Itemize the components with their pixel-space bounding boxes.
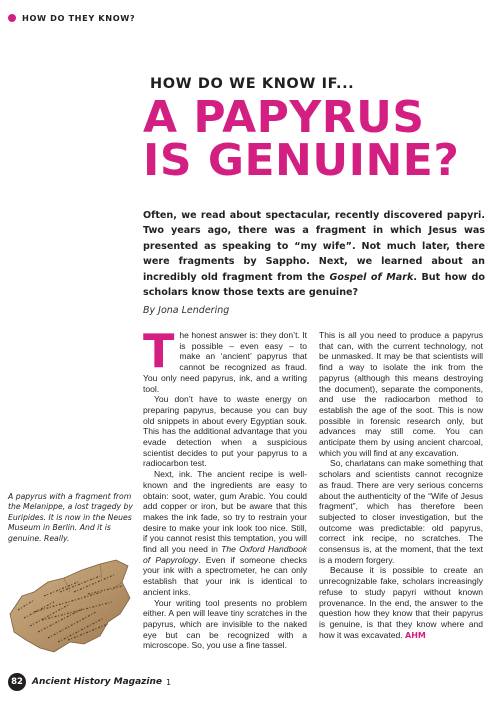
body-paragraph-3: [143, 469, 307, 597]
body-paragraph-3-end: . Even if someone checks your ink with a spectrometer, he can only establish that your ink is identical to ancient inks.: [143, 554, 307, 597]
intro-text-end: . But how do scholars know those texts are genuine?: [143, 271, 486, 299]
body-paragraph-1-text: he honest answer is: they don’t. It is possible – even easy – to make an ‘ancient’ papyrus that cannot be recognized as fraud. You only need papyrus, ink, and a writing tool.: [143, 330, 307, 394]
body-paragraph-4: Your writing tool presents no problem either. A pen will leave tiny scratches in the papyrus, which are invisible to the naked eye but can be recognized with a microscope. So, you use a fine tassel.: [143, 597, 307, 651]
body-paragraph-2: You don’t have to waste energy on preparing papyrus, because you can buy old snippets in about every Egyptian souk. This has the additional advantage that you evade detection when a suspicious scientist decides to put your papyrus to a radiocarbon test.: [143, 394, 307, 469]
body-paragraph-7: [319, 565, 483, 641]
body-paragraph-7-text: Because it is possible to create an unrecognizable fake, scholars increasingly refuse to study papyri without known provenance. In the end, the answer to the question how they know that their papyrus is genuine, is that they know where and how it was excavated.: [319, 565, 483, 640]
caption-text: A papyrus with a fragment from the Melanippe, a lost tragedy by: [8, 492, 133, 512]
intro-text: Often, we read about spectacular, recently discovered papyri. Two years ago, there was a fragment in which Jesus was presented as speaking to “my wife”. Not much later, there were fragments by Sappho. Next, we learned about an incredibly old fragment from the: [143, 210, 485, 283]
section-tag: [8, 11, 135, 25]
end-sign-off: AHM: [405, 630, 426, 640]
body-paragraph-6: So, charlatans can make something that scholars and scientists cannot recognize as fraud. There are very serious concerns about the authenticity of the “Wife of Jesus fragment”, which has therefore been subjected to closer investigation, but the outcome was predictable: old papyrus, correct ink recipe, no scratches. The consensus is, at the moment, that the text is a modern forgery.: [319, 458, 483, 565]
section-label: HOW DO THEY KNOW?: [22, 13, 136, 23]
image-caption: [8, 492, 136, 544]
headline-title: [143, 92, 493, 186]
caption-text-end: . It is now in the Neues Museum in Berlin. And it is genuine. Really.: [8, 512, 132, 543]
page-footer: [8, 672, 171, 692]
headline-kicker: HOW DO WE KNOW IF...: [150, 76, 355, 92]
body-column-right: [319, 330, 483, 668]
body-column-left: [143, 330, 307, 668]
page-number: 82: [8, 673, 26, 691]
body-paragraph-3-text: Next, ink. The ancient recipe is well-known and the ingredients are easy to obtain: soot, water, gum Arabic. You could add copper or iron, but be aware that this makes the ink fade, so try to restrain your desire to make your ink look too nice. Still, if you cannot resist this temptation, you will find all you need in: [143, 469, 307, 555]
intro-gospel-title: Gospel of Mark: [329, 271, 414, 283]
bullet-dot-icon: [8, 14, 16, 22]
body-paragraph-5: This is all you need to produce a papyrus that can, with the current technology, not be unmasked. It may be that scientists will find a way to isolate the ink from the papyrus (although this means destroying the document), separate the components, and use the radiocarbon method to establish the age of the soot. This is now possible in forensic research only, but advances may still come. You can anticipate them by using ancient charcoal, which you will find at any excavation.: [319, 330, 483, 458]
intro-paragraph: [143, 208, 485, 300]
papyrus-fragment-image: [4, 552, 142, 662]
magazine-name: Ancient History Magazine: [32, 677, 163, 687]
byline: By Jona Lendering: [143, 305, 230, 316]
drop-cap: T: [143, 330, 175, 378]
issue-number: 1: [166, 677, 172, 687]
caption-author: Euripides: [8, 512, 44, 522]
body-paragraph-1: [143, 330, 307, 394]
headline-title-line1: A PAPYRUS: [143, 92, 425, 143]
headline-title-line2: IS GENUINE?: [143, 135, 460, 186]
book-title: The Oxford Handbook of Papyrology: [143, 544, 307, 565]
